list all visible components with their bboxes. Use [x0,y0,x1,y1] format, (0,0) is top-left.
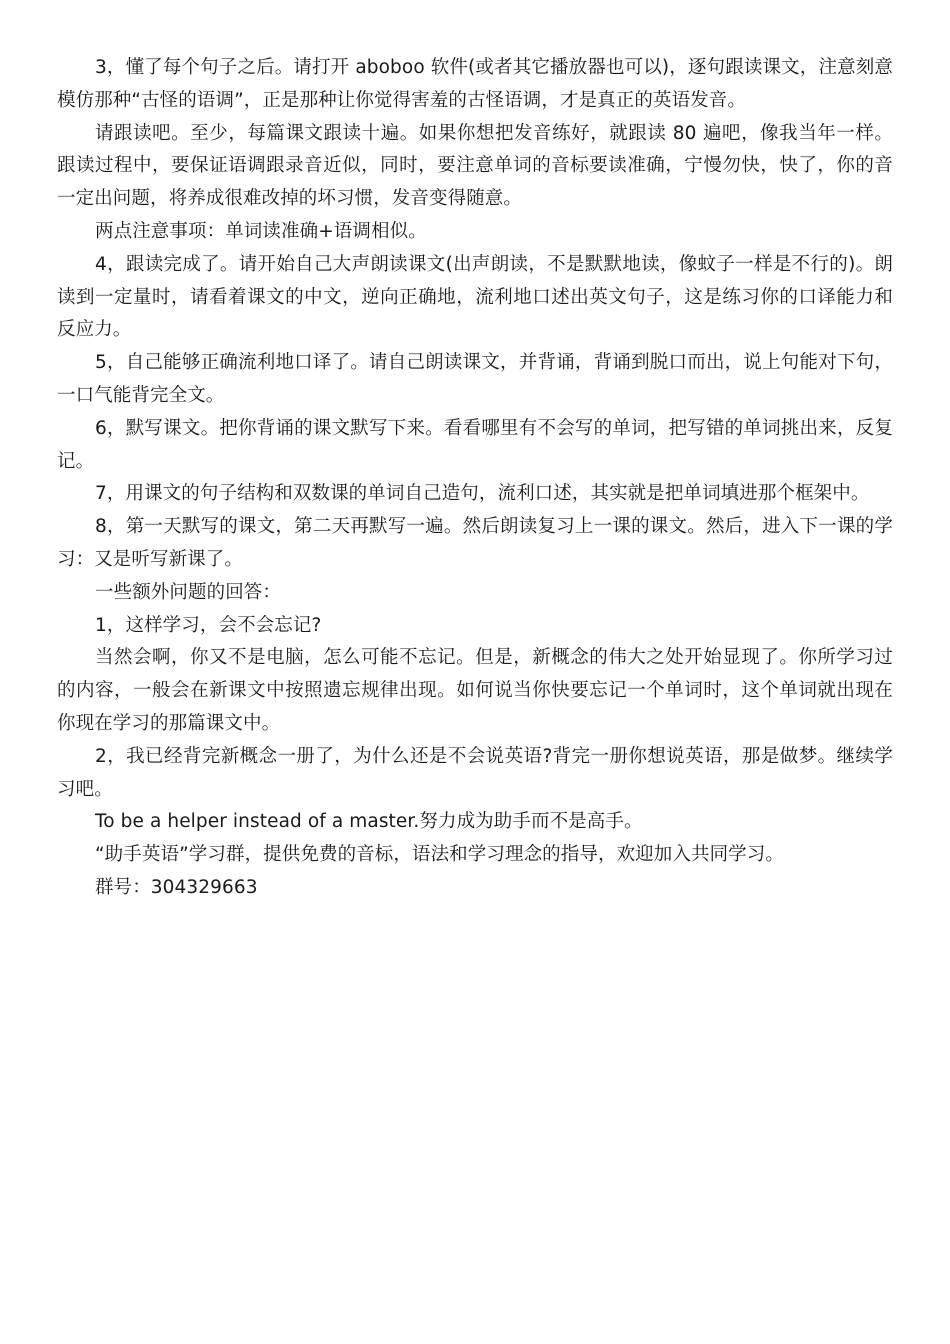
paragraph-group-number: 群号：304329663 [95,876,258,898]
paragraph-step-6-dictation: 6，默写课文。把你背诵的课文默写下来。看看哪里有不会写的单词，把写错的单词挑出来，反复记。 [57,417,893,472]
document-body [57,52,893,905]
paragraph-step-8-review: 8，第一天默写的课文，第二天再默写一遍。然后朗读复习上一课的课文。然后，进入下一课的学习：又是听写新课了。 [57,516,893,570]
paragraph-extra-questions-heading: 一些额外问题的回答： [95,581,282,603]
paragraph-step-3-shadow-reading: 3，懂了每个句子之后。请打开 aboboo 软件(或者其它播放器也可以)，逐句跟读课文，注意刻意模仿那种“古怪的语调”，正是那种让你觉得害羞的古怪语调，才是真正的英语发音。 [57,57,893,111]
paragraph-question-1: 1，这样学习，会不会忘记? [95,614,322,636]
paragraph-answer-1: 当然会啊，你又不是电脑，怎么可能不忘记。但是，新概念的伟大之处开始显现了。你所学习过的内容，一般会在新课文中按照遗忘规律出现。如何说当你快要忘记一个单词时，这个单词就出现在你现在学习的那篇课文中。 [57,647,893,734]
paragraph-step-7-make-sentences: 7，用课文的句子结构和双数课的单词自己造句，流利口述，其实就是把单词填进那个框架中。 [95,483,870,505]
paragraph-step-4-read-aloud: 4，跟读完成了。请开始自己大声朗读课文(出声朗读，不是默默地读，像蚊子一样是不行的)。朗读到一定量时，请看着课文的中文，逆向正确地，流利地口述出英文句子，这是练习你的口译能力和反应力。 [57,253,893,341]
paragraph-study-group: “助手英语”学习群，提供免费的音标，语法和学习理念的指导，欢迎加入共同学习。 [95,844,784,866]
paragraph-two-key-points: 两点注意事项：单词读准确+语调相似。 [95,220,427,242]
paragraph-question-2: 2，我已经背完新概念一册了，为什么还是不会说英语?背完一册你想说英语，那是做梦。继续学习吧。 [57,745,893,800]
paragraph-shadow-reading-details: 请跟读吧。至少，每篇课文跟读十遍。如果你想把发音练好，就跟读 80 遍吧，像我当年一样。跟读过程中，要保证语调跟录音近似，同时，要注意单词的音标要读准确，宁慢勿快，快了，你的音一定出问题，将养成很难改掉的坏习惯，发音变得随意。 [57,122,893,210]
paragraph-step-5-recite: 5，自己能够正确流利地口译了。请自己朗读课文，并背诵，背诵到脱口而出，说上句能对下句，一口气能背完全文。 [57,352,893,406]
paragraph-motto: To be a helper instead of a master.努力成为助手而不是高手。 [95,811,643,833]
